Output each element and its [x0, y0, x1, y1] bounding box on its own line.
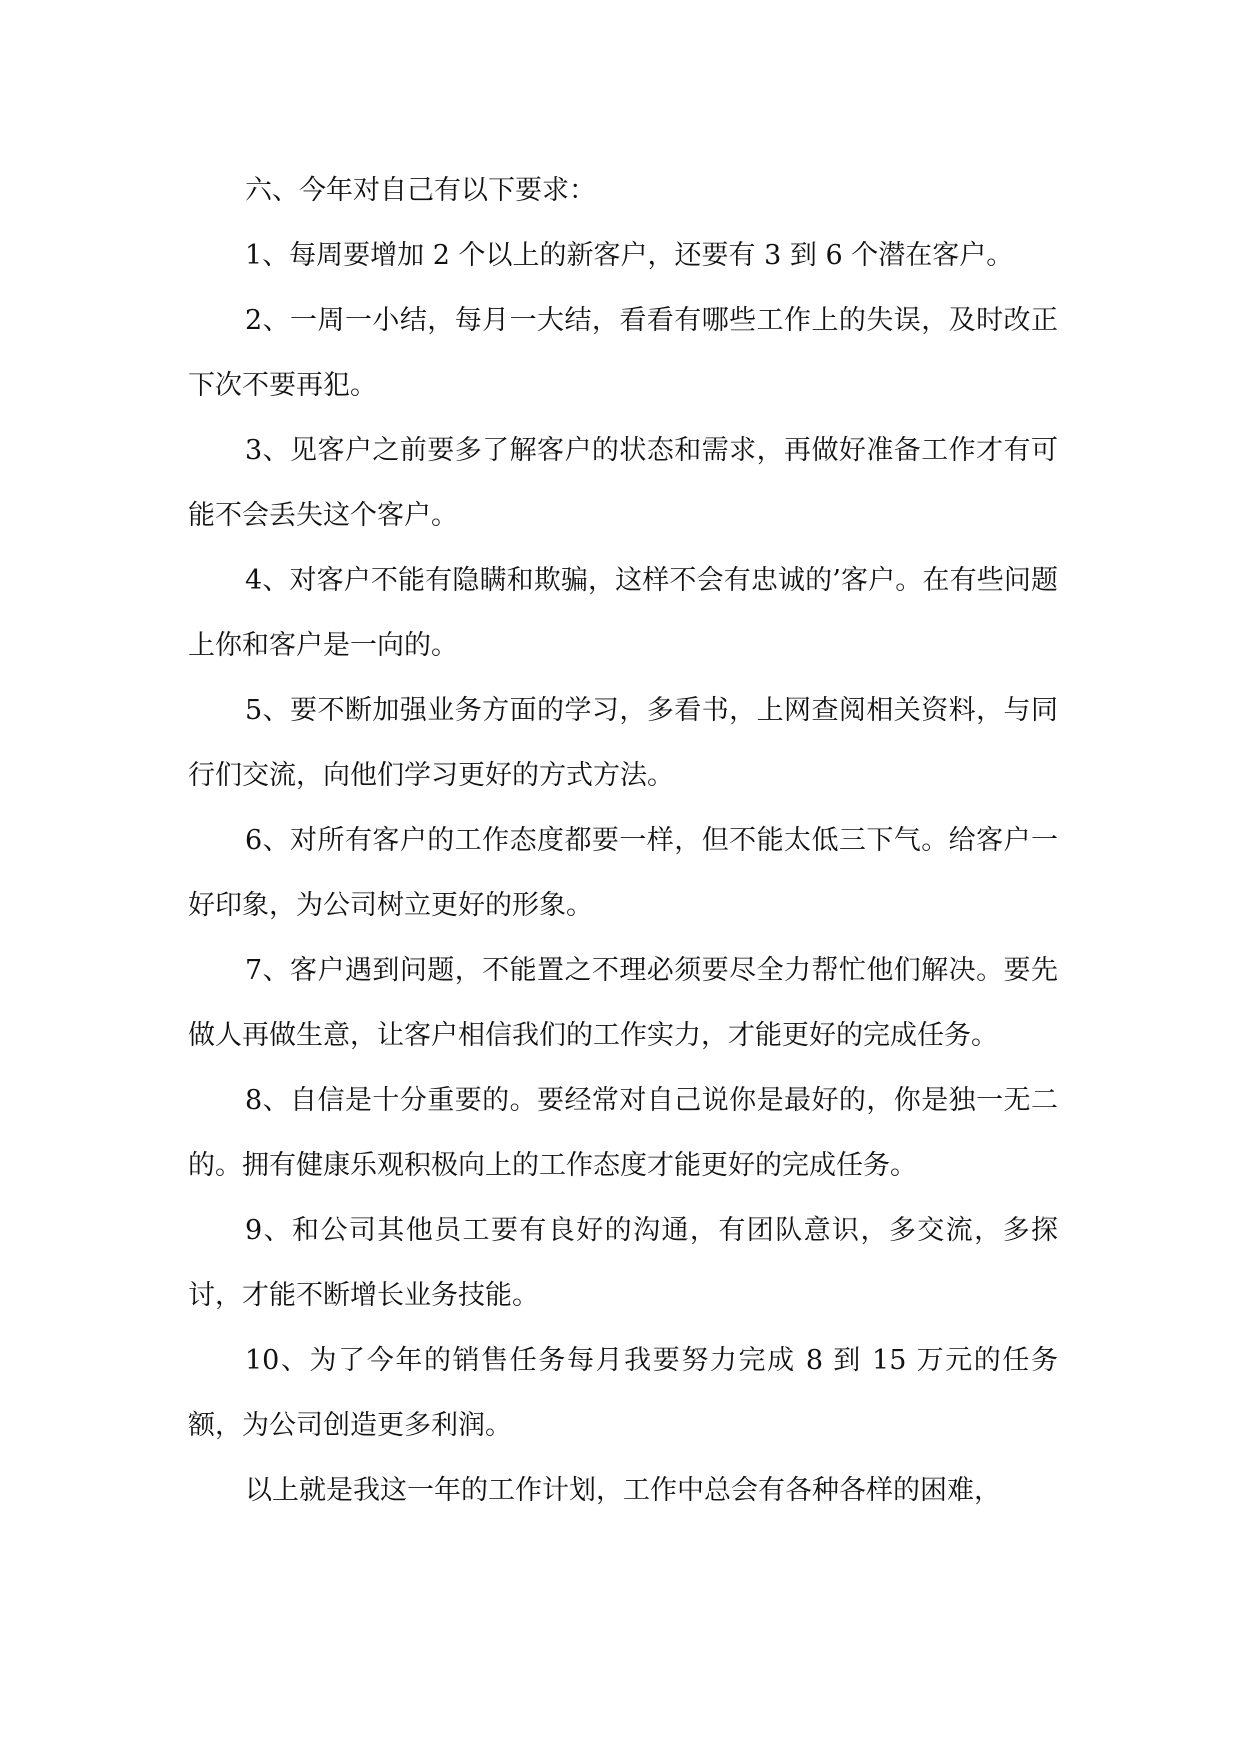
requirement-item-9: 9、和公司其他员工要有良好的沟通，有团队意识，多交流，多探讨，才能不断增长业务技能。 [188, 1215, 1058, 1311]
requirement-item-7: 7、客户遇到问题，不能置之不理必须要尽全力帮忙他们解决。要先做人再做生意，让客户相信我们的工作实力，才能更好的完成任务。 [188, 955, 1058, 1051]
section-heading: 六、今年对自己有以下要求： [245, 175, 596, 206]
document-body [188, 158, 1058, 1523]
requirement-item-8: 8、自信是十分重要的。要经常对自己说你是最好的，你是独一无二的。拥有健康乐观积极向上的工作态度才能更好的完成任务。 [188, 1085, 1058, 1181]
requirement-item-5: 5、要不断加强业务方面的学习，多看书，上网查阅相关资料，与同行们交流，向他们学习更好的方式方法。 [188, 695, 1058, 791]
requirement-item-10: 10、为了今年的销售任务每月我要努力完成 8 到 15 万元的任务额，为公司创造更多利润。 [188, 1345, 1058, 1441]
requirement-item-6: 6、对所有客户的工作态度都要一样，但不能太低三下气。给客户一好印象，为公司树立更好的形象。 [188, 825, 1058, 921]
requirement-item-4: 4、对客户不能有隐瞒和欺骗，这样不会有忠诚的’客户。在有些问题上你和客户是一向的。 [188, 565, 1058, 661]
closing-paragraph: 以上就是我这一年的工作计划，工作中总会有各种各样的困难， [245, 1475, 1001, 1506]
requirement-item-1: 1、每周要增加 2 个以上的新客户，还要有 3 到 6 个潜在客户。 [245, 240, 1014, 271]
requirement-item-2: 2、一周一小结，每月一大结，看看有哪些工作上的失误，及时改正下次不要再犯。 [188, 305, 1058, 401]
requirement-item-3: 3、见客户之前要多了解客户的状态和需求，再做好准备工作才有可能不会丢失这个客户。 [188, 435, 1058, 531]
